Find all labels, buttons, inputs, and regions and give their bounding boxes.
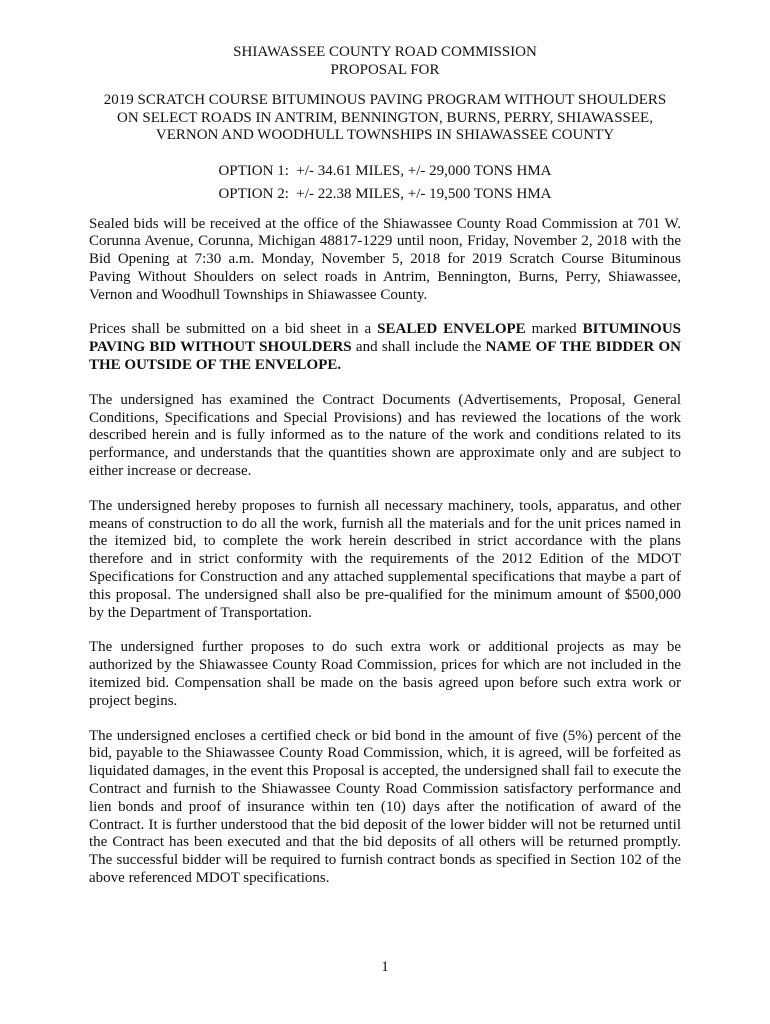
project-title <box>89 92 681 145</box>
option-2: OPTION 2: +/- 22.38 MILES, +/- 19,500 TONS HMA <box>218 185 552 202</box>
page-number: 1 <box>381 959 389 975</box>
option-1: OPTION 1: +/- 34.61 MILES, +/- 29,000 TONS HMA <box>218 162 552 179</box>
envelope-text-2: marked <box>525 321 583 338</box>
project-title-line-1: 2019 SCRATCH COURSE BITUMINOUS PAVING PROGRAM WITHOUT SHOULDERS <box>103 92 667 108</box>
paragraph-proposal-terms: The undersigned hereby proposes to furnish all necessary machinery, tools, apparatus, and other means of construction to do all the work, furnish all the materials and for the unit prices named in the itemized bid, to complete the work herein described in strict accordance with the plans therefore and in strict conformity with the requirements of the 2012 Edition of the MDOT Specifications for Construction and any attached supplemental specifications that maybe a part of this proposal. The undersigned shall also be pre-qualified for the minimum amount of $500,000 by the Department of Transportation. <box>89 497 681 621</box>
header-organization: SHIAWASSEE COUNTY ROAD COMMISSION <box>233 44 537 60</box>
envelope-bold-bidder-name: NAME OF THE BIDDER ON THE OUTSIDE OF THE ENVELOPE. <box>89 339 681 374</box>
document-header <box>89 44 681 79</box>
project-title-line-3: VERNON AND WOODHULL TOWNSHIPS IN SHIAWASSEE COUNTY <box>155 127 615 143</box>
paragraph-sealed-bids: Sealed bids will be received at the office of the Shiawassee County Road Commission at 701 W. Corunna Avenue, Corunna, Michigan 48817-1229 until noon, Friday, November 2, 2018 with the Bid Opening at 7:30 a.m. Monday, November 5, 2018 for 2019 Scratch Course Bituminous Paving Without Shoulders on select roads in Antrim, Bennington, Burns, Perry, Shiawassee, Vernon and Woodhull Townships in Shiawassee County. <box>89 215 681 303</box>
project-title-line-2: ON SELECT ROADS IN ANTRIM, BENNINGTON, BURNS, PERRY, SHIAWASSEE, <box>117 109 653 126</box>
envelope-bold-sealed: SEALED ENVELOPE <box>377 321 526 338</box>
paragraph-sealed-envelope <box>89 321 681 374</box>
envelope-text-3: and shall include the <box>351 339 486 356</box>
envelope-bold-marked: BITUMINOUS PAVING BID WITHOUT SHOULDERS <box>89 321 681 356</box>
header-proposal-for: PROPOSAL FOR <box>330 61 440 78</box>
envelope-text-1: Prices shall be submitted on a bid sheet in a <box>89 321 378 338</box>
paragraph-extra-work: The undersigned further proposes to do such extra work or additional projects as may be authorized by the Shiawassee County Road Commission, prices for which are not included in the itemized bid. Compensation shall be made on the basis agreed upon before such extra work or project begins. <box>89 639 681 709</box>
options-block <box>89 160 681 206</box>
paragraph-bid-bond: The undersigned encloses a certified check or bid bond in the amount of five (5%) percent of the bid, payable to the Shiawassee County Road Commission, which, it is agreed, will be forfeited as liquidated damages, in the event this Proposal is accepted, the undersigned shall fail to execute the Contract and furnish to the Shiawassee County Road Commission satisfactory performance and lien bonds and proof of insurance within ten (10) days after the notification of award of the Contract. It is further understood that the bid deposit of the lower bidder will not be returned until the Contract has been executed and that the bid deposits of all others will be returned promptly. The successful bidder will be required to furnish contract bonds as specified in Section 102 of the above referenced MDOT specifications. <box>89 727 681 886</box>
paragraph-contract-documents: The undersigned has examined the Contract Documents (Advertisements, Proposal, General Conditions, Specifications and Special Provisions) and has reviewed the locations of the work described herein and is fully informed as to the nature of the work and conditions related to its performance, and understands that the quantities shown are approximate only and are subject to either increase or decrease. <box>89 391 681 480</box>
document-page <box>89 44 681 905</box>
